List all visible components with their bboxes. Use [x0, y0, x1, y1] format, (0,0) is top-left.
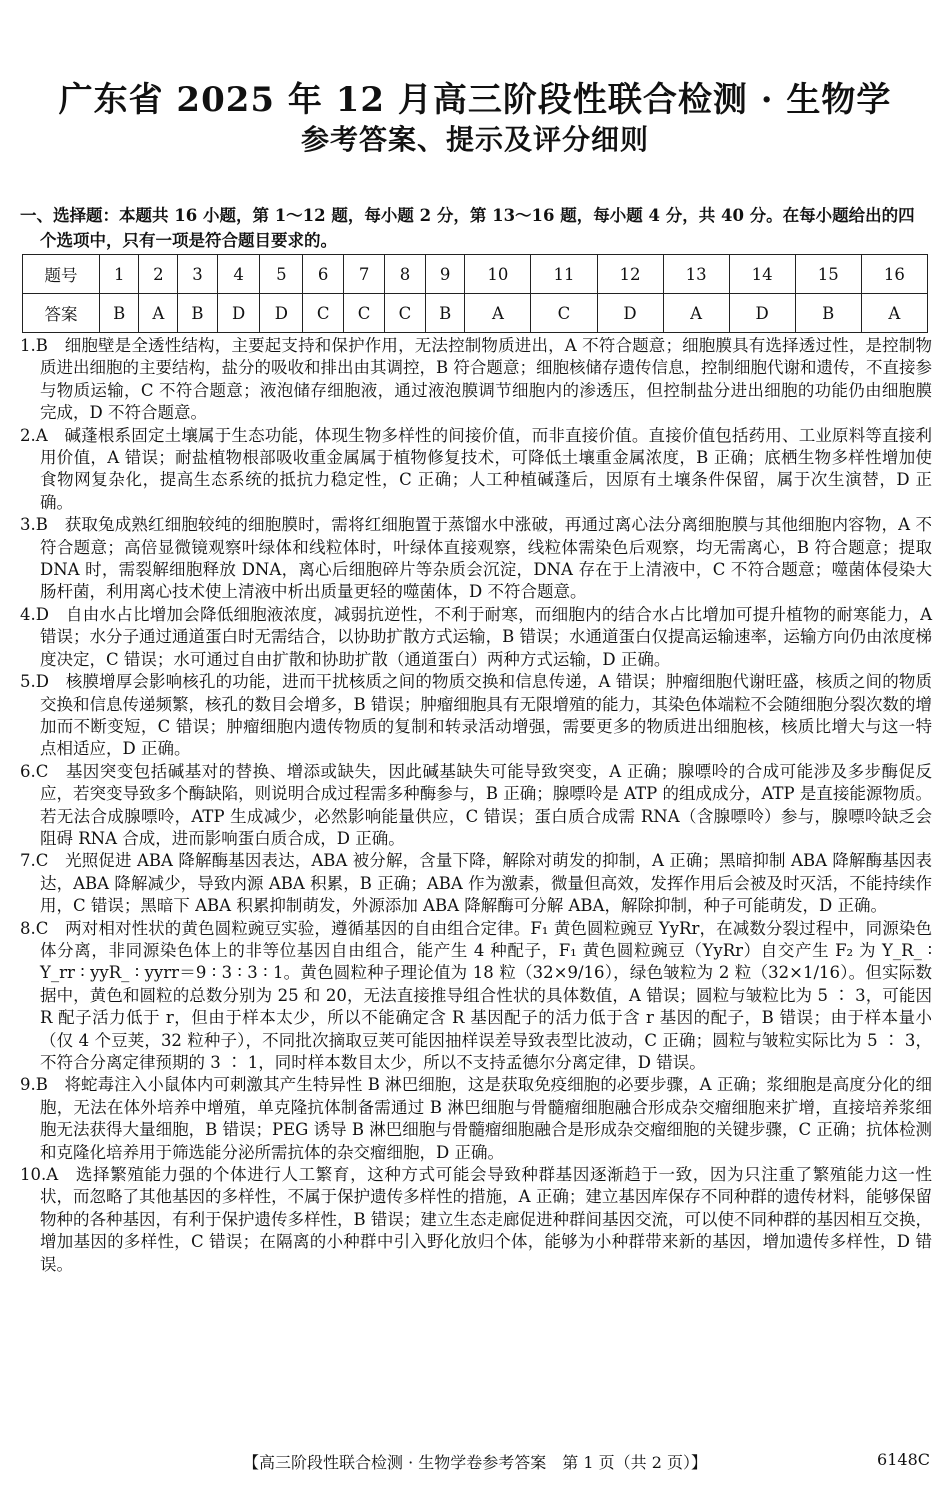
page-subtitle: 参考答案、提示及评分细则 — [300, 123, 649, 156]
question-number: 6 — [303, 255, 344, 294]
question-number: 16 — [861, 255, 927, 294]
section-heading — [20, 203, 935, 253]
answer-cell: C — [385, 294, 426, 333]
section-heading-line2: 个选项中，只有一项是符合题目要求的。 — [40, 231, 337, 250]
answer-cell: D — [729, 294, 795, 333]
question-number: 15 — [795, 255, 861, 294]
answer-row — [23, 294, 928, 333]
explanation-item-4: 4.D 自由水占比增加会降低细胞液浓度，减弱抗逆性，不利于耐寒，而细胞内的结合水占比增加可提升植物的耐寒能力，A 错误；水分子通过通道蛋白时无需结合，以协助扩散方式运输，B 错误；水通道蛋白仅提高运输速率，运输方向仍由浓度梯度决定，C 错误；水可通过自由扩散和协助扩散（通道蛋白）两种方式运输，D 正确。 — [20, 604, 932, 669]
answer-cell: C — [344, 294, 385, 333]
answer-cell: A — [139, 294, 178, 333]
question-number: 3 — [178, 255, 217, 294]
answer-cell: C — [303, 294, 344, 333]
answer-table — [22, 254, 928, 333]
footer-text: 【高三阶段性联合检测 · 生物学卷参考答案 第 1 页（共 2 页）】 — [243, 1453, 707, 1472]
explanation-item-9: 9.B 将蛇毒注入小鼠体内可刺激其产生特异性 B 淋巴细胞，这是获取免疫细胞的必要步骤，A 正确；浆细胞是高度分化的细胞，无法在体外培养中增殖，单克隆抗体制备需通过 B 淋巴细胞与骨髓瘤细胞融合形成杂交瘤细胞来扩增，直接培养浆细胞无法获得大量细胞，B 错误；PEG 诱导 B 淋巴细胞与骨髓瘤细胞融合是形成杂交瘤细胞的关键步骤，C 正确；抗体检测和克隆化培养用于筛选能分泌所需抗体的杂交瘤细胞，D 正确。 — [20, 1075, 932, 1162]
question-number: 5 — [260, 255, 303, 294]
question-number: 11 — [531, 255, 597, 294]
answer-cell: B — [178, 294, 217, 333]
answer-cell: D — [260, 294, 303, 333]
question-number: 8 — [385, 255, 426, 294]
answer-cell: A — [465, 294, 531, 333]
question-number-row — [23, 255, 928, 294]
question-number: 12 — [597, 255, 663, 294]
section-heading-line1: 一、选择题：本题共 16 小题，第 1～12 题，每小题 2 分，第 13～16 题，每小题 4 分，共 40 分。在每小题给出的四 — [20, 206, 915, 225]
question-number: 13 — [663, 255, 729, 294]
answer-cell: A — [663, 294, 729, 333]
explanation-item-10: 10.A 选择繁殖能力强的个体进行人工繁育，这种方式可能会导致种群基因逐渐趋于一致，因为只注重了繁殖能力这一性状，而忽略了其他基因的多样性，不属于保护遗传多样性的措施，A 正确；建立基因库保存不同种群的遗传材料，能够保留物种的各种基因，有利于保护遗传多样性，B 错误；建立生态走廊促进种群间基因交流，可以使不同种群的基因相互交换，增加基因的多样性，C 错误；在隔离的小种群中引入野化放归个体，能够为小种群带来新的基因，增加遗传多样性，D 错误。 — [20, 1165, 932, 1274]
paper-code: 6148C — [877, 1450, 930, 1469]
question-number: 10 — [465, 255, 531, 294]
question-number: 14 — [729, 255, 795, 294]
answer-cell: C — [531, 294, 597, 333]
explanation-item-7: 7.C 光照促进 ABA 降解酶基因表达，ABA 被分解，含量下降，解除对萌发的抑制，A 正确；黑暗抑制 ABA 降解酶基因表达，ABA 降解减少，导致内源 ABA 积累，B 正确；ABA 作为激素，微量但高效，发挥作用后会被及时灭活，不能持续作用，C 错误；黑暗下 ABA 积累抑制萌发，外源添加 ABA 降解酶可分解 ABA，解除抑制，种子可能萌发，D 正确。 — [20, 851, 932, 916]
answer-cell: B — [795, 294, 861, 333]
question-number: 1 — [100, 255, 139, 294]
explanation-item-2: 2.A 碱蓬根系固定土壤属于生态功能，体现生物多样性的间接价值，而非直接价值。直接价值包括药用、工业原料等直接利用价值，A 错误；耐盐植物根部吸收重金属属于植物修复技术，可降低土壤重金属浓度，B 正确；底栖生物多样性增加使食物网复杂化，提高生态系统的抵抗力稳定性，C 正确；人工种植碱蓬后，因原有土壤条件保留，属于次生演替，D 正确。 — [20, 425, 932, 512]
question-number: 4 — [217, 255, 260, 294]
question-number: 7 — [344, 255, 385, 294]
question-number: 9 — [425, 255, 464, 294]
answer-cell: D — [217, 294, 260, 333]
answer-header: 答案 — [23, 294, 100, 333]
question-number-header: 题号 — [23, 255, 100, 294]
explanation-item-1: 1.B 细胞壁是全透性结构，主要起支持和保护作用，无法控制物质进出，A 不符合题意；细胞膜具有选择透过性，是控制物质进出细胞的主要结构，盐分的吸收和排出由其调控，B 符合题意；细胞核储存遗传信息，控制细胞代谢和遗传，不直接参与物质运输，C 不符合题意；液泡储存细胞液，通过液泡膜调节细胞内的渗透压，但控制盐分进出细胞的功能仍由细胞膜完成，D 不符合题意。 — [20, 336, 932, 423]
answer-cell: B — [425, 294, 464, 333]
answer-cell: D — [597, 294, 663, 333]
question-number: 2 — [139, 255, 178, 294]
explanations-list — [20, 335, 932, 1276]
explanation-item-5: 5.D 核膜增厚会影响核孔的功能，进而干扰核质之间的物质交换和信息传递，A 错误；肿瘤细胞代谢旺盛，核质之间的物质交换和信息传递频繁，核孔的数目会增多，B 错误；肿瘤细胞具有无限增殖的能力，其染色体端粒不会随细胞分裂次数的增加而不断变短，C 错误；肿瘤细胞内遗传物质的复制和转录活动增强，需要更多的物质进出细胞核，核质比增大与这一特点相适应，D 正确。 — [20, 672, 932, 759]
explanation-item-8: 8.C 两对相对性状的黄色圆粒豌豆实验，遵循基因的自由组合定律。F₁ 黄色圆粒豌豆 YyRr，在减数分裂过程中，同源染色体分离，非同源染色体上的非等位基因自由组合，能产生 4 种配子，F₁ 黄色圆粒豌豆（YyRr）自交产生 F₂ 为 Y_R_ ∶ Y_rr ∶ yyR_ ∶ yyrr＝9 ∶ 3 ∶ 3 ∶ 1。黄色圆粒种子理论值为 18 粒（32×9/16），绿色皱粒为 2 粒（32×1/16）。但实际数据中，黄色和圆粒的总数分别为 25 和 20，无法直接推导组合性状的具体数值，A 错误；圆粒与皱粒比为 5 ∶ 3，可能因 R 配子活力低于 r，但由于样本太少，所以不能确定含 R 基因配子的活力低于含 r 基因的配子，B 错误；由于样本量小（仅 4 个豆荚，32 粒种子），不同批次摘取豆荚可能因抽样误差导致表型比波动，C 正确；圆粒与皱粒实际比为 5 ∶ 3，不符合分离定律预期的 3 ∶ 1，同时样本数目太少，所以不支持孟德尔分离定律，D 错误。 — [20, 918, 932, 1072]
explanation-item-6: 6.C 基因突变包括碱基对的替换、增添或缺失，因此碱基缺失可能导致突变，A 正确；腺嘌呤的合成可能涉及多步酶促反应，若突变导致多个酶缺陷，则说明合成过程需多种酶参与，B 正确；腺嘌呤是 ATP 的组成成分，ATP 是直接能源物质。若无法合成腺嘌呤，ATP 生成减少，必然影响能量供应，C 错误；蛋白质合成需 RNA（含腺嘌呤）参与，腺嘌呤缺乏会阻碍 RNA 合成，进而影响蛋白质合成，D 正确。 — [20, 761, 932, 848]
explanation-item-3: 3.B 获取兔成熟红细胞较纯的细胞膜时，需将红细胞置于蒸馏水中涨破，再通过离心法分离细胞膜与其他细胞内容物，A 不符合题意；高倍显微镜观察叶绿体和线粒体时，叶绿体直接观察，线粒体需染色后观察，均无需离心，B 符合题意；提取 DNA 时，需裂解细胞释放 DNA，离心后细胞碎片等杂质会沉淀，DNA 存在于上清液中，C 不符合题意；噬菌体侵染大肠杆菌，利用离心技术使上清液中析出质量更轻的噬菌体，D 不符合题意。 — [20, 515, 932, 602]
page-title: 广东省 2025 年 12 月高三阶段性联合检测 · 生物学 — [58, 80, 892, 120]
answer-cell: A — [861, 294, 927, 333]
answer-cell: B — [100, 294, 139, 333]
